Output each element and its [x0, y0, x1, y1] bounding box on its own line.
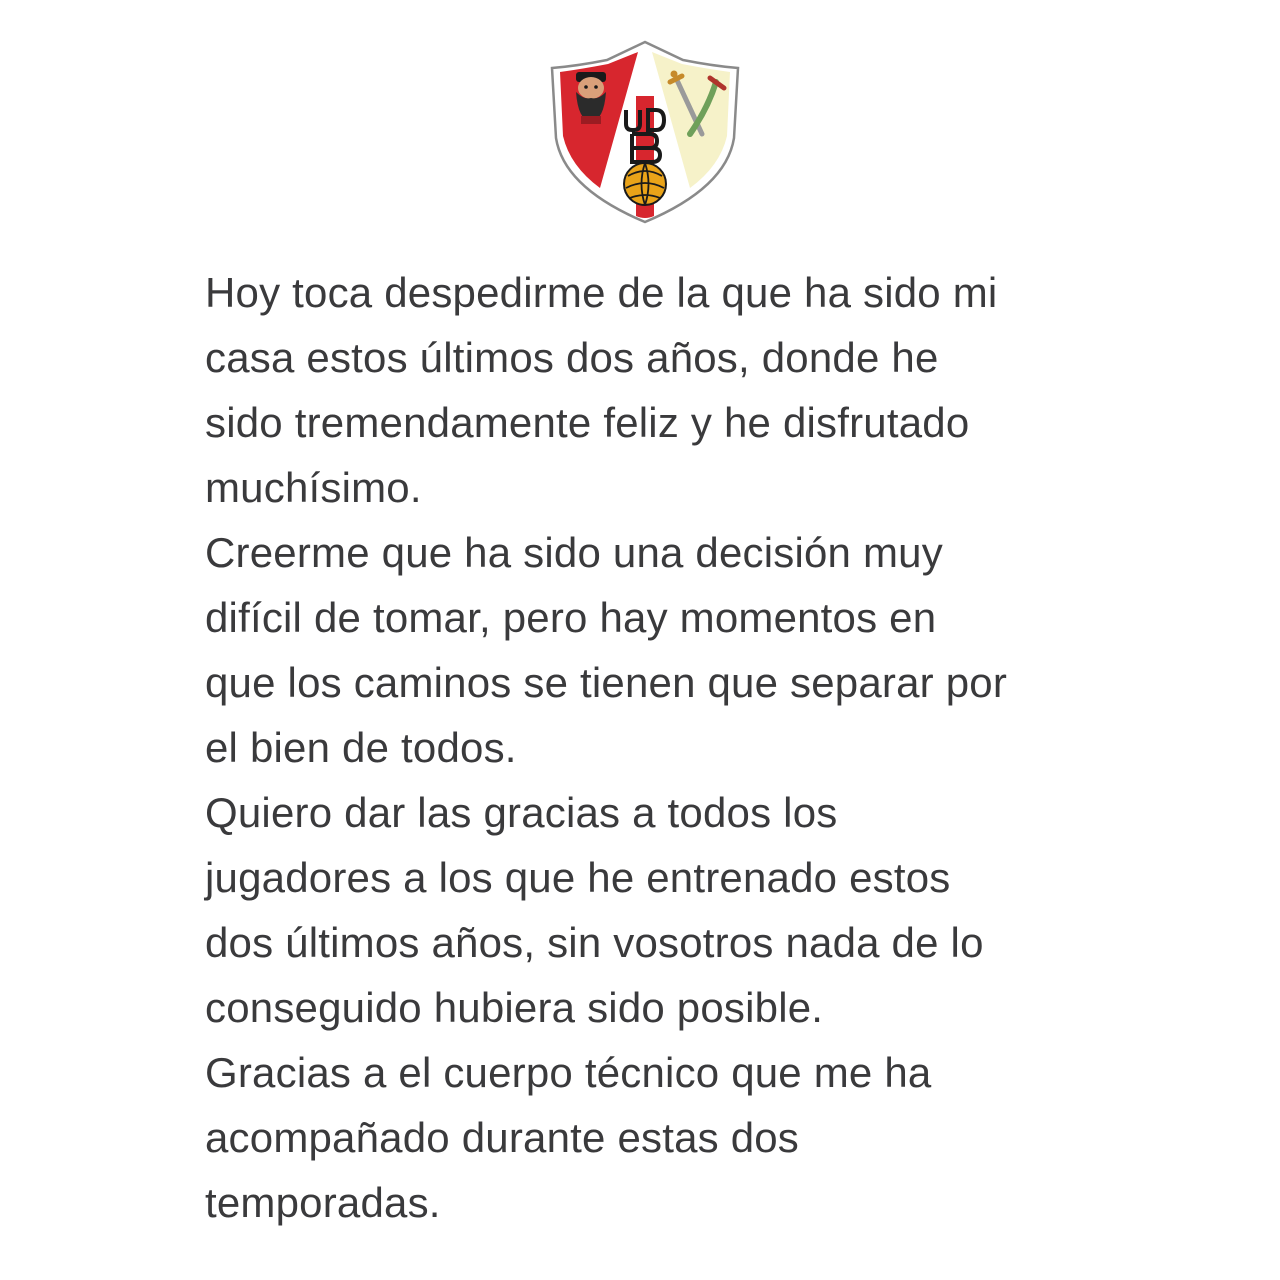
message-line: difícil de tomar, pero hay momentos en — [205, 594, 937, 641]
message-line: casa estos últimos dos años, donde he — [205, 334, 939, 381]
message-line: sido tremendamente feliz y he disfrutado — [205, 399, 970, 446]
message-line: conseguido hubiera sido posible. — [205, 984, 824, 1031]
message-line: dos últimos años, sin vosotros nada de lo — [205, 919, 984, 966]
message-line: jugadores a los que he entrenado estos — [205, 854, 951, 901]
message-line: que los caminos se tienen que separar por — [205, 659, 1008, 706]
football-icon — [624, 163, 666, 205]
message-line: acompañado durante estas dos — [205, 1114, 800, 1161]
farewell-message — [205, 260, 1205, 1235]
message-line: el bien de todos. — [205, 724, 517, 771]
club-crest-logo — [548, 38, 742, 226]
message-line: Gracias a el cuerpo técnico que me ha — [205, 1049, 932, 1096]
message-line: temporadas. — [205, 1179, 441, 1226]
message-line: Hoy toca despedirme de la que ha sido mi — [205, 269, 998, 316]
message-line: Creerme que ha sido una decisión muy — [205, 529, 943, 576]
message-line: muchísimo. — [205, 464, 422, 511]
message-line: Quiero dar las gracias a todos los — [205, 789, 838, 836]
